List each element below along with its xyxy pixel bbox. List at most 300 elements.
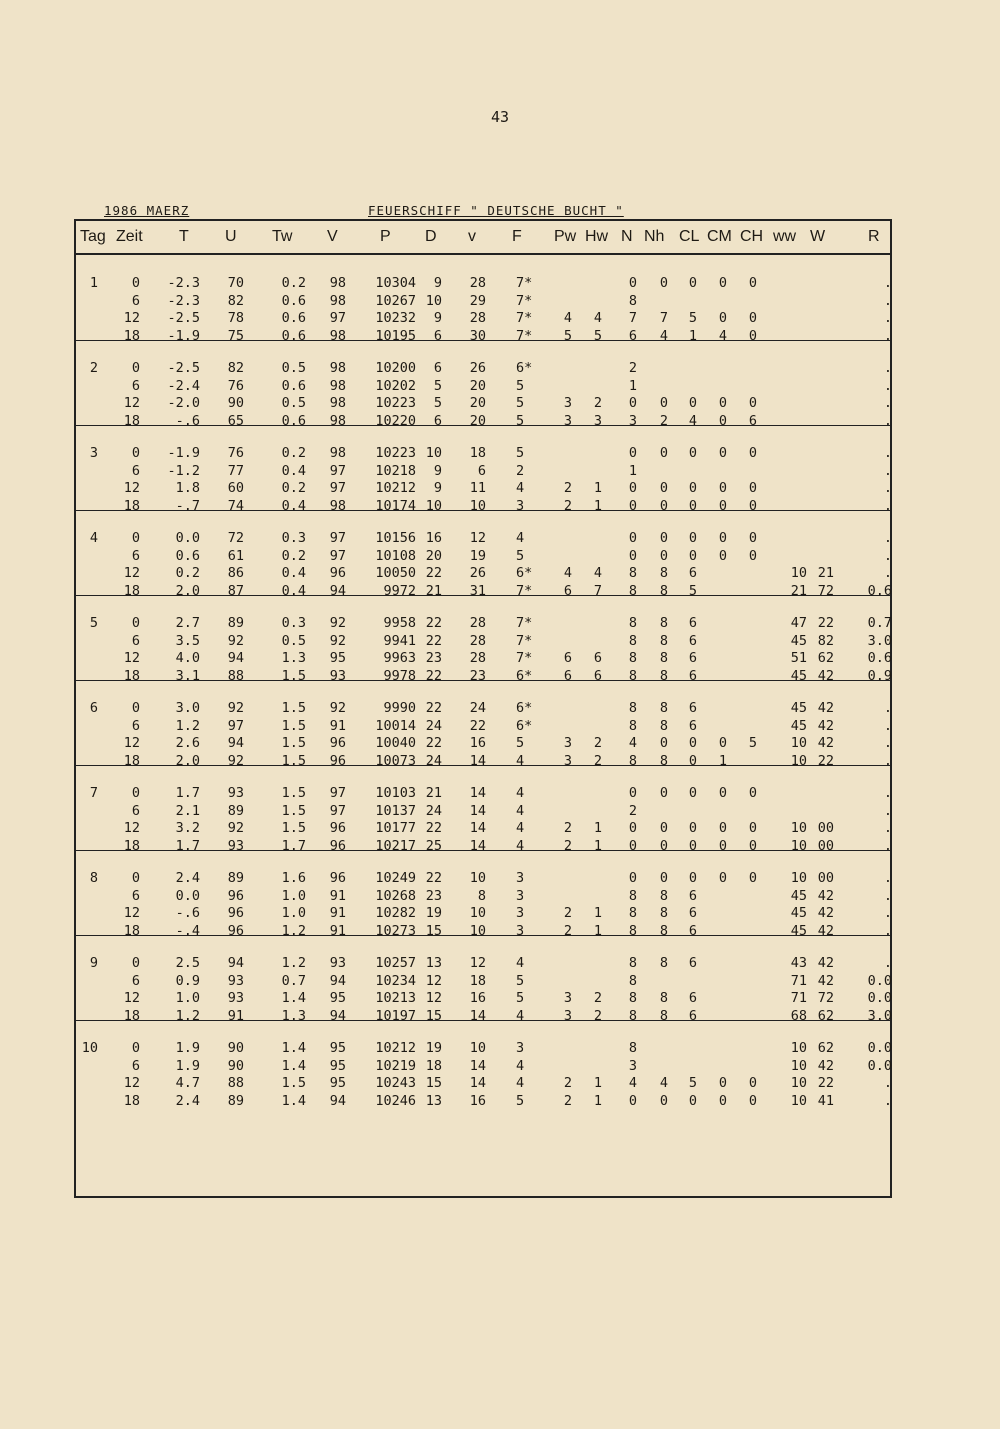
cell-cl: 6 [688,668,698,685]
cell-r: . [883,413,892,430]
cell-d: 15 [425,923,442,940]
cell-u: 90 [227,1057,244,1074]
cell-d: 15 [425,1008,442,1025]
cell-ch: 5 [748,735,758,752]
cell-v: 98 [329,445,346,461]
cell-p: 10197 [375,1008,416,1025]
cell-u: 82 [227,360,244,376]
cell-ww: 10 [790,1057,807,1074]
cell-n: 0 [628,395,638,412]
cell-zeit: 6 [131,547,140,564]
cell-r: . [883,802,892,819]
cell-cm: 0 [718,413,728,430]
cell-zeit: 12 [123,1075,140,1092]
cell-ch: 0 [748,1093,758,1110]
cell-ww: 45 [790,923,807,940]
cell-cm: 0 [718,445,728,461]
cell-t: -2.4 [167,377,200,394]
cell-d: 6 [433,413,442,430]
cell-nh: 4 [659,328,669,345]
cell-p: 9978 [383,668,416,685]
cell-v: 92 [329,632,346,649]
cell-hw: 6 [593,668,603,685]
cell-cl: 0 [688,395,698,412]
cell-v: 94 [329,1093,346,1110]
cell-r: . [883,1093,892,1110]
cell-v: 97 [329,310,346,327]
cell-t: -1.2 [167,462,200,479]
cell-f: 5 [516,377,525,394]
cell-v: 94 [329,972,346,989]
cell-v: 97 [329,547,346,564]
cell-r: . [883,498,892,515]
cell-p: 10103 [375,785,416,801]
cell-r: . [883,820,892,837]
cell-zeit: 18 [123,583,140,600]
cell-ch: 0 [748,310,758,327]
cell-f: 7* [516,583,533,600]
col-header-cl: CL [679,228,700,245]
cell-v: 16 [469,990,486,1007]
cell-tw: 0.3 [281,615,306,631]
cell-ww: 10 [790,820,807,837]
cell-v: 12 [469,955,486,971]
cell-n: 8 [628,1040,638,1056]
cell-nh: 0 [659,480,669,497]
cell-cl: 0 [688,530,698,546]
cell-ww: 68 [790,1008,807,1025]
cell-ch: 0 [748,870,758,886]
cell-r: . [883,530,892,546]
cell-cl: 5 [688,1075,698,1092]
cell-n: 8 [628,700,638,716]
cell-zeit: 18 [123,413,140,430]
cell-cl: 6 [688,700,698,716]
cell-nh: 8 [659,955,669,971]
col-header-t: T [179,228,189,245]
cell-u: 92 [227,700,244,716]
cell-d: 22 [425,615,442,631]
cell-cm: 0 [718,310,728,327]
cell-cl: 0 [688,870,698,886]
cell-d: 9 [433,310,442,327]
cell-ch: 0 [748,838,758,855]
cell-n: 8 [628,753,638,770]
cell-u: 70 [227,275,244,291]
cell-r: . [883,887,892,904]
cell-cm: 0 [718,785,728,801]
cell-v: 91 [329,717,346,734]
cell-p: 9958 [383,615,416,631]
cell-v: 95 [329,1040,346,1056]
cell-d: 21 [425,785,442,801]
cell-r: . [883,292,892,309]
cell-cl: 6 [688,990,698,1007]
cell-tw: 1.5 [281,1075,306,1092]
cell-n: 8 [628,615,638,631]
cell-tw: 0.6 [281,292,306,309]
cell-n: 0 [628,498,638,515]
cell-p: 10220 [375,413,416,430]
cell-zeit: 18 [123,923,140,940]
cell-r: . [883,480,892,497]
cell-n: 8 [628,632,638,649]
cell-tw: 1.5 [281,802,306,819]
cell-tw: 0.4 [281,462,306,479]
cell-zeit: 18 [123,753,140,770]
cell-r: . [883,735,892,752]
cell-d: 22 [425,870,442,886]
cell-pw: 5 [563,328,573,345]
cell-cm: 0 [718,735,728,752]
cell-r: . [883,1075,892,1092]
cell-w: 62 [817,1040,834,1056]
cell-p: 10040 [375,735,416,752]
header-ship-name: FEUERSCHIFF " DEUTSCHE BUCHT " [368,203,624,218]
cell-f: 4 [516,1075,525,1092]
cell-f: 6* [516,565,533,582]
cell-v: 95 [329,1075,346,1092]
cell-pw: 3 [563,990,573,1007]
cell-pw: 2 [563,905,573,922]
cell-cm: 0 [718,530,728,546]
cell-hw: 4 [593,310,603,327]
cell-ww: 45 [790,668,807,685]
cell-v: 98 [329,292,346,309]
cell-t: 0.0 [175,887,200,904]
cell-tw: 1.3 [281,650,306,667]
cell-u: 91 [227,1008,244,1025]
cell-tw: 0.5 [281,395,306,412]
cell-d: 21 [425,583,442,600]
col-header-cm: CM [707,228,732,245]
cell-v: 28 [469,310,486,327]
cell-cl: 6 [688,887,698,904]
cell-v: 97 [329,462,346,479]
cell-t: 3.0 [175,700,200,716]
cell-t: 1.7 [175,785,200,801]
cell-t: 1.2 [175,1008,200,1025]
cell-f: 7* [516,310,533,327]
cell-n: 8 [628,990,638,1007]
cell-p: 10073 [375,753,416,770]
cell-f: 3 [516,1040,525,1056]
cell-v: 14 [469,753,486,770]
cell-pw: 2 [563,838,573,855]
cell-ww: 43 [790,955,807,971]
cell-r: 3.0 [867,632,892,649]
cell-f: 6* [516,668,533,685]
cell-r: 0.6 [867,650,892,667]
cell-zeit: 12 [123,650,140,667]
cell-n: 3 [628,413,638,430]
cell-u: 72 [227,530,244,546]
cell-p: 10243 [375,1075,416,1092]
cell-hw: 2 [593,735,603,752]
cell-d: 10 [425,445,442,461]
cell-cm: 4 [718,328,728,345]
cell-w: 22 [817,1075,834,1092]
cell-u: 86 [227,565,244,582]
cell-v: 91 [329,923,346,940]
cell-tw: 1.5 [281,820,306,837]
cell-t: 1.8 [175,480,200,497]
cell-n: 0 [628,838,638,855]
cell-zeit: 0 [131,530,140,546]
cell-tw: 0.3 [281,530,306,546]
cell-n: 8 [628,972,638,989]
cell-u: 76 [227,445,244,461]
cell-v: 14 [469,1008,486,1025]
cell-tw: 1.2 [281,923,306,940]
cell-ww: 10 [790,735,807,752]
cell-r: . [883,905,892,922]
cell-cl: 0 [688,820,698,837]
cell-d: 24 [425,802,442,819]
col-header-w: W [810,228,826,245]
cell-v: 10 [469,1040,486,1056]
cell-v: 10 [469,923,486,940]
cell-t: 2.4 [175,870,200,886]
cell-tw: 0.4 [281,565,306,582]
cell-ww: 71 [790,972,807,989]
cell-f: 5 [516,1093,525,1110]
cell-n: 1 [628,377,638,394]
cell-nh: 0 [659,547,669,564]
cell-t: 0.9 [175,972,200,989]
cell-n: 0 [628,870,638,886]
cell-f: 7* [516,328,533,345]
day-number: 10 [81,1040,98,1056]
cell-v: 96 [329,870,346,886]
cell-t: -2.0 [167,395,200,412]
cell-nh: 8 [659,615,669,631]
cell-f: 5 [516,990,525,1007]
cell-p: 10212 [375,480,416,497]
cell-t: 2.0 [175,753,200,770]
cell-p: 9990 [383,700,416,716]
cell-tw: 1.5 [281,785,306,801]
cell-n: 0 [628,820,638,837]
cell-r: . [883,445,892,461]
cell-w: 42 [817,735,834,752]
cell-cm: 0 [718,480,728,497]
weather-table [74,219,892,1198]
cell-zeit: 18 [123,1093,140,1110]
cell-t: 0.0 [175,530,200,546]
cell-d: 23 [425,887,442,904]
day-number: 3 [89,445,98,461]
cell-r: . [883,310,892,327]
cell-v: 31 [469,583,486,600]
cell-pw: 6 [563,668,573,685]
cell-w: 42 [817,905,834,922]
cell-r: . [883,462,892,479]
cell-hw: 2 [593,990,603,1007]
cell-ww: 45 [790,887,807,904]
day-block [76,425,892,515]
cell-d: 16 [425,530,442,546]
cell-ww: 47 [790,615,807,631]
cell-hw: 2 [593,1008,603,1025]
cell-nh: 8 [659,565,669,582]
cell-v: 97 [329,802,346,819]
day-number: 8 [89,870,98,886]
cell-cm: 0 [718,498,728,515]
cell-r: . [883,753,892,770]
cell-d: 5 [433,395,442,412]
cell-tw: 1.0 [281,905,306,922]
cell-f: 4 [516,1057,525,1074]
cell-ww: 51 [790,650,807,667]
cell-pw: 2 [563,1075,573,1092]
cell-w: 42 [817,700,834,716]
cell-v: 28 [469,650,486,667]
cell-p: 10200 [375,360,416,376]
cell-w: 42 [817,887,834,904]
cell-d: 12 [425,972,442,989]
cell-cl: 5 [688,310,698,327]
cell-v: 95 [329,650,346,667]
cell-t: 2.1 [175,802,200,819]
cell-d: 19 [425,1040,442,1056]
cell-n: 3 [628,1057,638,1074]
cell-n: 4 [628,1075,638,1092]
cell-f: 7* [516,615,533,631]
cell-u: 97 [227,717,244,734]
cell-cm: 0 [718,838,728,855]
cell-tw: 0.2 [281,445,306,461]
cell-f: 4 [516,838,525,855]
cell-zeit: 0 [131,785,140,801]
cell-n: 0 [628,530,638,546]
cell-p: 10219 [375,1057,416,1074]
cell-hw: 4 [593,565,603,582]
cell-u: 89 [227,802,244,819]
cell-zeit: 12 [123,735,140,752]
cell-v: 92 [329,700,346,716]
cell-t: -1.9 [167,328,200,345]
cell-u: 94 [227,735,244,752]
cell-t: -2.3 [167,292,200,309]
cell-w: 62 [817,650,834,667]
cell-w: 22 [817,753,834,770]
cell-v: 95 [329,990,346,1007]
col-header-r: R [868,228,880,245]
cell-cl: 6 [688,1008,698,1025]
cell-d: 6 [433,328,442,345]
cell-ww: 45 [790,905,807,922]
col-header-hw: Hw [585,228,609,245]
cell-d: 19 [425,905,442,922]
cell-f: 7* [516,275,533,291]
cell-n: 8 [628,650,638,667]
cell-r: . [883,717,892,734]
cell-v: 14 [469,785,486,801]
cell-t: 4.7 [175,1075,200,1092]
cell-cl: 0 [688,498,698,515]
cell-n: 0 [628,445,638,461]
cell-w: 72 [817,583,834,600]
cell-nh: 8 [659,700,669,716]
cell-v: 18 [469,445,486,461]
cell-nh: 0 [659,498,669,515]
cell-f: 3 [516,498,525,515]
cell-zeit: 6 [131,802,140,819]
cell-tw: 1.5 [281,717,306,734]
cell-u: 88 [227,1075,244,1092]
cell-d: 13 [425,955,442,971]
cell-p: 10156 [375,530,416,546]
cell-cl: 6 [688,717,698,734]
cell-f: 2 [516,462,525,479]
cell-p: 10273 [375,923,416,940]
cell-w: 00 [817,838,834,855]
cell-zeit: 0 [131,955,140,971]
cell-f: 6* [516,360,533,376]
cell-n: 0 [628,1093,638,1110]
cell-cl: 6 [688,615,698,631]
cell-d: 24 [425,753,442,770]
cell-v: 28 [469,275,486,291]
cell-v: 91 [329,887,346,904]
cell-zeit: 0 [131,700,140,716]
cell-f: 6* [516,717,533,734]
cell-t: 2.6 [175,735,200,752]
cell-v: 95 [329,1057,346,1074]
cell-n: 6 [628,328,638,345]
cell-p: 9963 [383,650,416,667]
cell-u: 78 [227,310,244,327]
cell-f: 5 [516,972,525,989]
cell-p: 10202 [375,377,416,394]
cell-v: 14 [469,820,486,837]
cell-zeit: 6 [131,972,140,989]
cell-nh: 8 [659,1008,669,1025]
cell-ww: 45 [790,717,807,734]
cell-cl: 0 [688,838,698,855]
cell-v: 96 [329,838,346,855]
cell-p: 9972 [383,583,416,600]
cell-n: 8 [628,923,638,940]
cell-w: 42 [817,923,834,940]
cell-ch: 0 [748,480,758,497]
cell-v: 93 [329,668,346,685]
cell-r: 3.0 [867,1008,892,1025]
cell-r: . [883,328,892,345]
cell-u: 89 [227,1093,244,1110]
cell-d: 5 [433,377,442,394]
cell-nh: 0 [659,820,669,837]
cell-w: 42 [817,717,834,734]
cell-tw: 0.6 [281,377,306,394]
cell-zeit: 12 [123,820,140,837]
cell-v: 14 [469,838,486,855]
cell-p: 10267 [375,292,416,309]
cell-nh: 8 [659,632,669,649]
cell-ww: 45 [790,700,807,716]
cell-r: 0.6 [867,583,892,600]
cell-u: 93 [227,972,244,989]
cell-p: 10223 [375,395,416,412]
cell-tw: 1.4 [281,1040,306,1056]
cell-u: 60 [227,480,244,497]
cell-n: 7 [628,310,638,327]
cell-nh: 0 [659,275,669,291]
cell-n: 8 [628,905,638,922]
cell-zeit: 18 [123,498,140,515]
cell-p: 10195 [375,328,416,345]
